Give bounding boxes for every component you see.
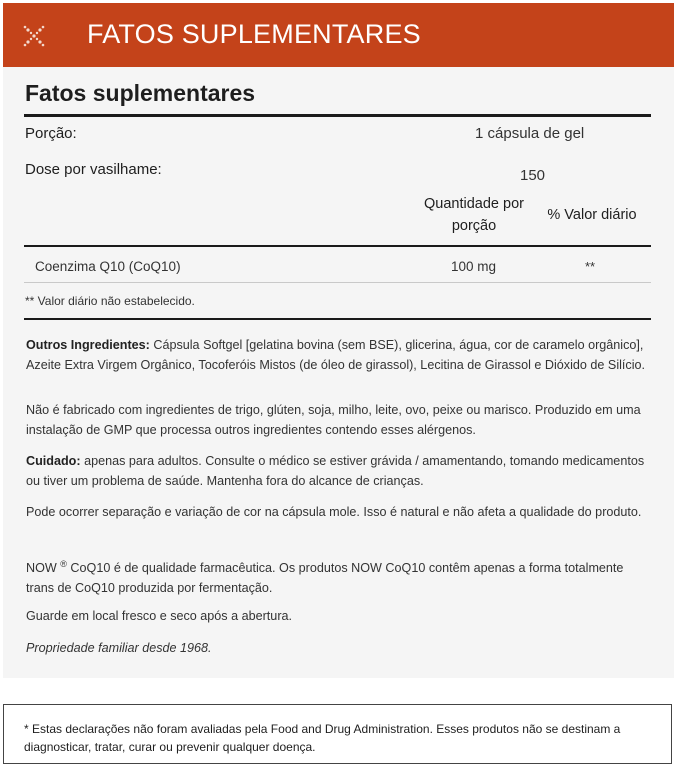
title-rule <box>24 114 651 117</box>
ingredients-label: Outros Ingredientes: <box>26 338 150 352</box>
supplement-facts-panel <box>3 3 674 678</box>
caution-label: Cuidado: <box>26 454 81 468</box>
amount-header: Quantidade por porção <box>424 196 524 234</box>
serving-value: 1 cápsula de gel <box>475 125 585 142</box>
storage-paragraph: Guarde em local fresco e seco após a abertura. <box>26 609 293 623</box>
footer-rule <box>24 318 651 320</box>
banner-title: FATOS SUPLEMENTARES <box>87 19 421 49</box>
now-brand: NOW <box>26 561 57 575</box>
servings-value: 150 <box>520 167 546 184</box>
ingredients-paragraph <box>26 336 651 375</box>
facts-title: Fatos suplementares <box>25 80 256 106</box>
now-paragraph <box>26 555 651 598</box>
separation-paragraph: Pode ocorrer separação e variação de cor na cápsula mole. Isso é natural e não afeta a qualidade do produto. <box>26 505 642 519</box>
footnote: ** Valor diário não estabelecido. <box>25 294 195 308</box>
family-paragraph: Propriedade familiar desde 1968. <box>26 641 212 655</box>
nutrient-dv: ** <box>585 259 596 274</box>
caution-text: apenas para adultos. Consulte o médico se estiver grávida / amamentando, tomando medicamentos ou tiver um problema de saúde. Mantenha fora do alcance de crianças. <box>26 454 645 488</box>
nutrient-name: Coenzima Q10 (CoQ10) <box>35 259 181 274</box>
header-banner <box>3 3 674 67</box>
table-header-rule <box>24 245 651 247</box>
row-divider <box>24 282 651 283</box>
caution-paragraph <box>26 452 651 491</box>
now-text: CoQ10 é de qualidade farmacêutica. Os produtos NOW CoQ10 contêm apenas a forma totalmente trans de CoQ10 produzida por fermentação. <box>26 561 624 595</box>
nutrient-amount: 100 mg <box>451 259 497 274</box>
ingredients-text: Cápsula Softgel [gelatina bovina (sem BSE), glicerina, água, cor de caramelo orgânico], Azeite Extra Virgem Orgânico, Tocoferóis Mistos (de óleo de girassol), Lecitina de Girassol e Dióxido de Silício. <box>26 338 646 372</box>
servings-label: Dose por vasilhame: <box>25 161 162 178</box>
registered-mark: ® <box>60 559 67 569</box>
disclaimer-text: * Estas declarações não foram avaliadas pela Food and Drug Administration. Esses produtos não se destinam a diagnosticar, tratar, curar ou prevenir qualquer doença. <box>24 722 621 754</box>
dv-header: % Valor diário <box>547 207 637 223</box>
star-burst-icon <box>23 25 45 47</box>
disclaimer-box <box>3 704 672 764</box>
allergen-paragraph: Não é fabricado com ingredientes de trigo, glúten, soja, milho, leite, ovo, peixe ou marisco. Produzido em uma instalação de GMP que processa outros ingredientes contendo esses alérgenos. <box>26 403 641 437</box>
serving-label: Porção: <box>25 125 77 142</box>
